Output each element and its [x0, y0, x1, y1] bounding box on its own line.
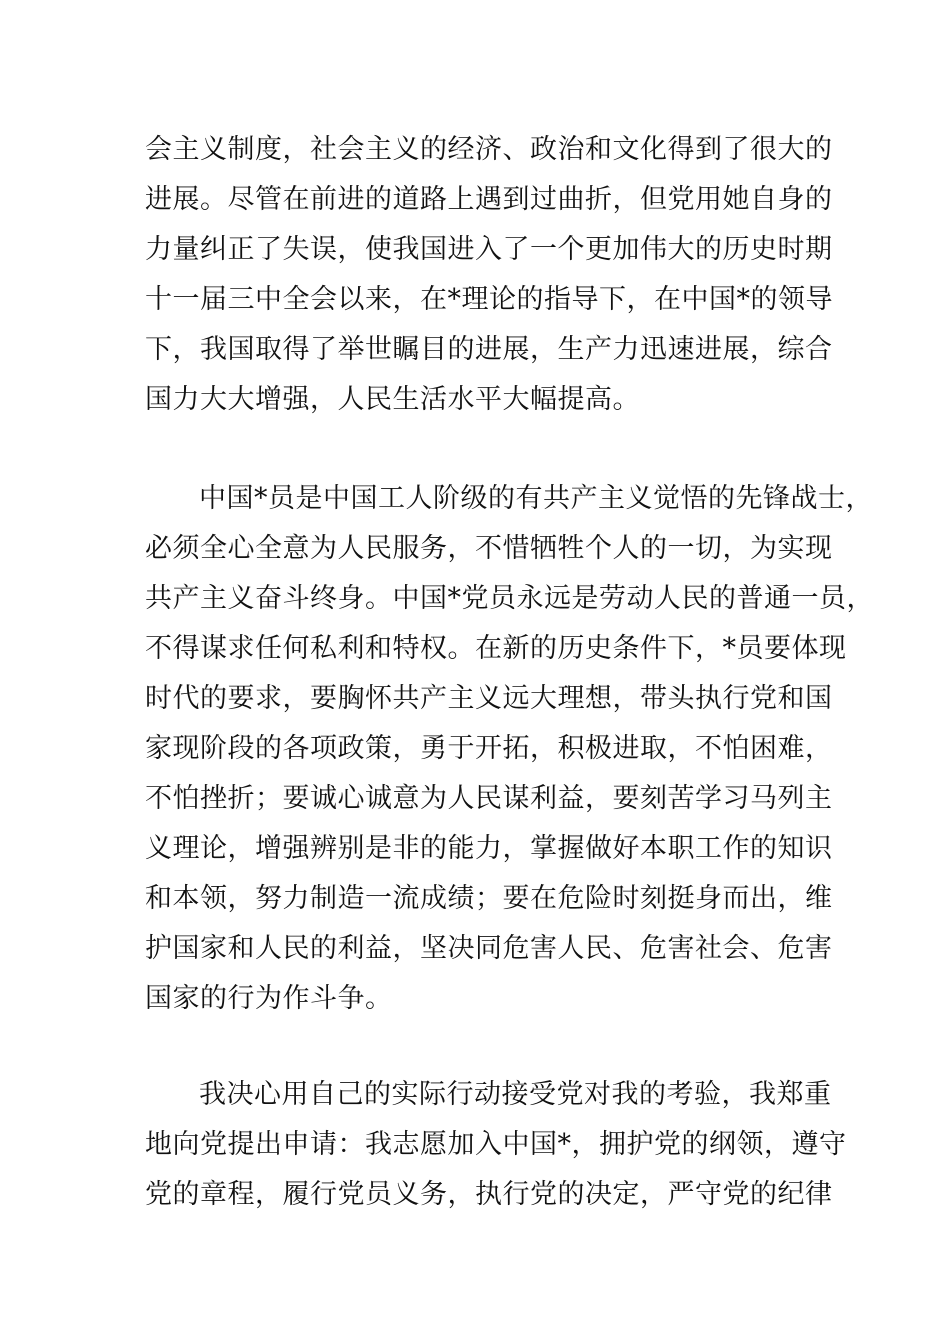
paragraph-line: 护国家和人民的利益，坚决同危害人民、危害社会、危害	[145, 933, 833, 964]
paragraph-line: 力量纠正了失误，使我国进入了一个更加伟大的历史时期	[145, 234, 833, 265]
paragraph-line: 党的章程，履行党员义务，执行党的决定，严守党的纪律	[145, 1179, 833, 1210]
paragraph-line: 十一届三中全会以来，在*理论的指导下，在中国*的领导	[145, 284, 833, 315]
paragraph-line: 不怕挫折；要诚心诚意为人民谋利益，要刻苦学习马列主	[145, 783, 833, 814]
paragraph-line: 国力大大增强，人民生活水平大幅提高。	[145, 384, 640, 415]
paragraph-line: 必须全心全意为人民服务，不惜牺牲个人的一切，为实现	[145, 533, 833, 564]
paragraph-2	[145, 474, 874, 1024]
paragraph-line: 家现阶段的各项政策，勇于开拓，积极进取，不怕困难，	[145, 733, 833, 764]
paragraph-1	[145, 125, 833, 425]
paragraph-line: 国家的行为作斗争。	[145, 983, 393, 1014]
paragraph-line: 会主义制度，社会主义的经济、政治和文化得到了很大的	[145, 134, 833, 165]
paragraph-line: 进展。尽管在前进的道路上遇到过曲折，但党用她自身的	[145, 184, 833, 215]
paragraph-3	[145, 1070, 847, 1220]
paragraph-line: 中国*员是中国工人阶级的有共产主义觉悟的先锋战士，	[199, 483, 873, 514]
paragraph-line: 和本领，努力制造一流成绩；要在危险时刻挺身而出，维	[145, 883, 833, 914]
paragraph-line: 义理论，增强辨别是非的能力，掌握做好本职工作的知识	[145, 833, 833, 864]
paragraph-line: 地向党提出申请：我志愿加入中国*，拥护党的纲领，遵守	[145, 1129, 847, 1160]
paragraph-line: 我决心用自己的实际行动接受党对我的考验，我郑重	[199, 1079, 832, 1110]
paragraph-line: 时代的要求，要胸怀共产主义远大理想，带头执行党和国	[145, 683, 833, 714]
paragraph-line: 不得谋求任何私利和特权。在新的历史条件下，*员要体现	[145, 633, 847, 664]
paragraph-line: 下，我国取得了举世瞩目的进展，生产力迅速进展，综合	[145, 334, 833, 365]
paragraph-line: 共产主义奋斗终身。中国*党员永远是劳动人民的普通一员，	[145, 583, 874, 614]
